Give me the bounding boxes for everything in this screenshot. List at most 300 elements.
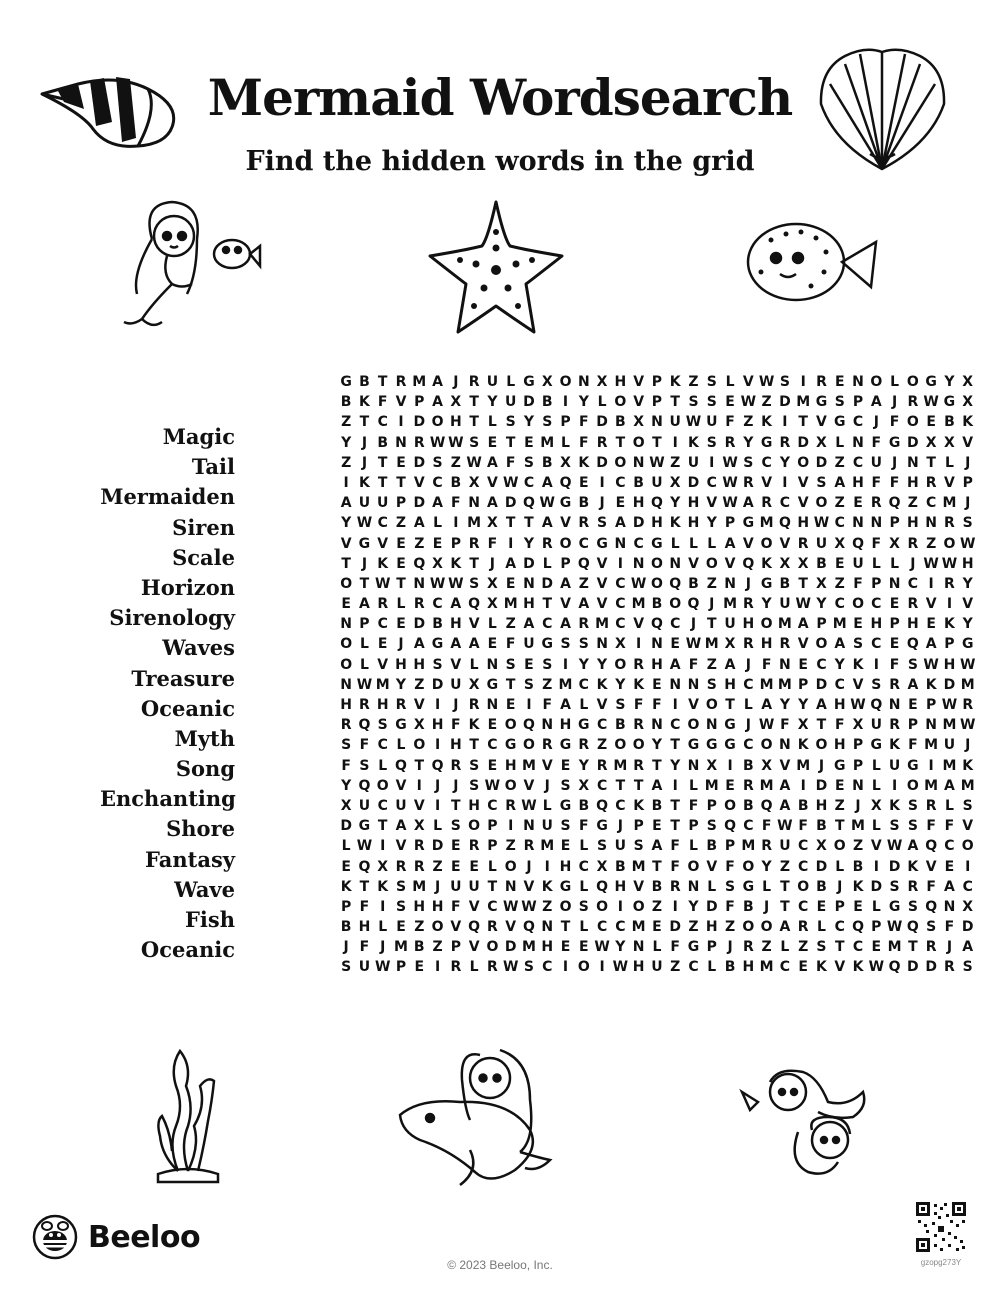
grid-letter: B xyxy=(651,878,663,895)
grid-letter: E xyxy=(560,757,571,774)
grid-letter: F xyxy=(652,697,662,713)
grid-letter: N xyxy=(504,878,517,895)
grid-letter: H xyxy=(705,919,718,936)
grid-letter: N xyxy=(523,818,535,835)
grid-letter: E xyxy=(432,535,443,552)
grid-letter: I xyxy=(891,777,898,794)
grid-letter: W xyxy=(722,454,738,471)
word-list-item: Oceanic xyxy=(140,695,235,721)
grid-letter: S xyxy=(779,374,790,390)
grid-letter: A xyxy=(944,777,955,794)
grid-letter: T xyxy=(359,878,370,895)
grid-letter: I xyxy=(873,656,879,673)
grid-letter: E xyxy=(908,697,918,713)
grid-letter: L xyxy=(487,858,497,875)
grid-letter: S xyxy=(523,454,534,471)
grid-letter: R xyxy=(450,757,462,774)
grid-letter: D xyxy=(888,858,901,875)
grid-letter: E xyxy=(834,555,845,572)
word-list-item: Myth xyxy=(174,725,235,751)
grid-letter: F xyxy=(359,939,370,956)
grid-letter: A xyxy=(651,838,663,855)
grid-letter: G xyxy=(724,737,736,754)
grid-letter: O xyxy=(596,898,609,915)
grid-letter: L xyxy=(341,838,351,855)
grid-letter: B xyxy=(578,495,590,512)
grid-letter: M xyxy=(759,777,774,794)
grid-letter: C xyxy=(834,919,845,936)
grid-letter: U xyxy=(687,454,700,471)
word-list-item: Song xyxy=(175,756,235,782)
grid-letter: S xyxy=(523,959,534,976)
grid-letter: J xyxy=(891,394,898,411)
grid-letter: R xyxy=(742,596,754,613)
grid-letter: I xyxy=(599,474,605,491)
grid-letter: D xyxy=(504,495,517,512)
grid-letter: G xyxy=(559,878,572,895)
grid-letter: U xyxy=(358,797,371,814)
word-list-item: Wave xyxy=(174,876,235,902)
grid-letter: E xyxy=(670,636,680,653)
grid-letter: J xyxy=(727,939,733,956)
grid-letter: S xyxy=(560,818,571,835)
grid-letter: A xyxy=(742,495,754,512)
grid-letter: A xyxy=(560,575,571,592)
grid-letter: A xyxy=(907,676,919,693)
grid-letter: H xyxy=(504,757,517,774)
grid-letter: X xyxy=(468,676,480,693)
grid-letter: J xyxy=(837,878,843,895)
grid-letter: R xyxy=(395,374,407,390)
grid-letter: K xyxy=(797,737,809,754)
grid-letter: A xyxy=(944,878,955,895)
grid-letter: W xyxy=(539,495,555,512)
grid-letter: J xyxy=(709,596,715,613)
grid-letter: K xyxy=(578,454,590,471)
grid-letter: M xyxy=(723,596,738,613)
grid-letter: Q xyxy=(687,596,700,613)
grid-letter: W xyxy=(959,535,976,552)
grid-letter: V xyxy=(962,818,974,835)
grid-letter: F xyxy=(926,818,936,835)
grid-letter: I xyxy=(800,777,806,794)
grid-letter: I xyxy=(434,797,441,814)
grid-letter: X xyxy=(816,434,827,451)
grid-letter: D xyxy=(907,434,919,451)
grid-letter: H xyxy=(632,959,645,976)
grid-letter: V xyxy=(450,656,462,673)
grid-letter: I xyxy=(380,898,386,915)
grid-letter: Z xyxy=(670,454,681,471)
grid-letter: I xyxy=(434,959,441,976)
grid-letter: F xyxy=(451,495,461,512)
grid-letter: O xyxy=(833,838,846,855)
grid-letter: P xyxy=(341,898,352,915)
grid-letter: W xyxy=(374,959,391,976)
grid-letter: P xyxy=(944,636,955,653)
grid-letter: C xyxy=(670,616,681,633)
grid-letter: G xyxy=(340,374,352,390)
grid-letter: G xyxy=(907,757,919,774)
grid-letter: J xyxy=(617,818,623,835)
grid-letter: K xyxy=(633,676,645,693)
grid-letter: Q xyxy=(431,757,444,774)
grid-letter: V xyxy=(688,555,699,572)
grid-letter: G xyxy=(541,636,553,653)
grid-letter: W xyxy=(502,898,519,915)
grid-letter: L xyxy=(707,535,717,552)
grid-letter: Y xyxy=(523,535,535,552)
grid-letter: J xyxy=(380,939,386,956)
grid-letter: R xyxy=(907,878,919,895)
grid-letter: H xyxy=(559,717,572,734)
grid-letter: H xyxy=(413,656,426,673)
grid-letter: N xyxy=(340,676,352,693)
grid-letter: C xyxy=(596,919,608,936)
grid-letter: O xyxy=(431,414,444,431)
grid-letter: V xyxy=(468,898,480,915)
grid-letter: X xyxy=(761,757,772,774)
grid-letter: P xyxy=(414,394,425,411)
grid-letter: P xyxy=(724,838,736,855)
grid-letter: H xyxy=(687,515,700,532)
grid-letter: T xyxy=(670,737,680,754)
grid-letter: X xyxy=(925,434,937,451)
grid-letter: R xyxy=(633,656,645,673)
grid-letter: L xyxy=(871,818,881,835)
grid-letter: R xyxy=(487,959,498,976)
grid-letter: E xyxy=(816,898,827,915)
grid-letter: I xyxy=(453,515,459,532)
grid-letter: T xyxy=(469,414,479,431)
grid-letter: H xyxy=(724,676,736,693)
grid-letter: V xyxy=(395,838,407,855)
grid-letter: R xyxy=(944,515,955,532)
grid-letter: T xyxy=(926,454,936,471)
grid-letter: Q xyxy=(559,474,572,491)
grid-letter: T xyxy=(615,777,626,794)
grid-letter: X xyxy=(816,838,827,855)
grid-letter: W xyxy=(886,838,903,855)
grid-letter: W xyxy=(630,575,647,592)
grid-letter: C xyxy=(743,676,754,693)
grid-letter: P xyxy=(450,535,461,552)
grid-letter: L xyxy=(359,636,369,653)
grid-letter: P xyxy=(834,898,845,915)
qr-code-icon[interactable] xyxy=(916,1202,966,1252)
grid-letter: Z xyxy=(834,575,845,592)
grid-letter: G xyxy=(742,515,755,532)
grid-letter: C xyxy=(852,939,864,956)
grid-letter: F xyxy=(834,717,845,734)
grid-letter: O xyxy=(687,717,700,734)
grid-letter: C xyxy=(596,777,608,794)
grid-letter: H xyxy=(431,898,444,915)
grid-letter: O xyxy=(650,575,663,592)
grid-letter: U xyxy=(852,555,864,572)
grid-row xyxy=(337,715,977,735)
grid-letter: C xyxy=(615,596,626,613)
grid-letter: E xyxy=(889,636,900,653)
grid-letter: M xyxy=(521,939,536,956)
grid-letter: I xyxy=(672,898,678,915)
grid-letter: S xyxy=(578,636,589,653)
grid-letter: W xyxy=(959,656,976,673)
grid-letter: T xyxy=(505,434,516,451)
grid-letter: F xyxy=(670,939,680,956)
grid-letter: N xyxy=(340,616,352,633)
grid-letter: G xyxy=(870,737,883,754)
grid-letter: I xyxy=(782,414,788,431)
grid-letter: S xyxy=(725,878,736,895)
grid-letter: V xyxy=(779,757,791,774)
grid-letter: F xyxy=(359,737,370,754)
grid-row xyxy=(337,675,977,695)
grid-letter: Y xyxy=(816,596,827,613)
grid-letter: F xyxy=(579,434,589,451)
grid-letter: B xyxy=(688,575,699,592)
grid-letter: V xyxy=(523,777,535,794)
grid-letter: L xyxy=(707,878,717,895)
grid-letter: X xyxy=(432,555,443,572)
grid-letter: O xyxy=(340,575,353,592)
grid-letter: R xyxy=(944,575,955,592)
grid-letter: W xyxy=(886,919,903,936)
grid-letter: H xyxy=(468,797,480,814)
grid-letter: S xyxy=(962,959,973,976)
grid-letter: M xyxy=(704,636,719,653)
grid-letter: J xyxy=(764,898,770,915)
grid-letter: N xyxy=(614,535,627,552)
brand-logo[interactable] xyxy=(32,1214,200,1260)
grid-letter: R xyxy=(578,737,590,754)
grid-letter: R xyxy=(944,959,955,976)
grid-letter: Z xyxy=(834,495,845,512)
grid-letter: M xyxy=(887,939,902,956)
grid-letter: I xyxy=(544,858,550,875)
grid-letter: Y xyxy=(706,515,717,532)
grid-letter: X xyxy=(596,858,608,875)
grid-letter: D xyxy=(523,555,535,572)
grid-letter: O xyxy=(760,919,773,936)
grid-letter: U xyxy=(888,757,901,774)
grid-letter: V xyxy=(395,777,407,794)
grid-letter: P xyxy=(852,737,864,754)
grid-letter: Y xyxy=(834,656,845,673)
grid-letter: P xyxy=(487,838,498,855)
grid-letter: H xyxy=(907,515,919,532)
grid-letter: K xyxy=(943,616,955,633)
grid-letter: G xyxy=(833,757,846,774)
grid-letter: E xyxy=(652,818,662,835)
grid-letter: C xyxy=(615,919,626,936)
grid-letter: J xyxy=(965,737,971,754)
grid-letter: C xyxy=(615,575,626,592)
grid-letter: L xyxy=(652,939,662,956)
grid-letter: Q xyxy=(669,575,682,592)
grid-letter: V xyxy=(413,797,425,814)
grid-letter: Z xyxy=(505,838,516,855)
grid-letter: M xyxy=(851,818,865,835)
grid-row xyxy=(337,776,977,796)
grid-letter: A xyxy=(816,697,827,713)
grid-letter: W xyxy=(868,959,885,976)
grid-letter: C xyxy=(615,616,626,633)
grid-letter: X xyxy=(944,434,955,451)
grid-row xyxy=(337,937,977,957)
grid-letter: O xyxy=(797,878,810,895)
grid-letter: L xyxy=(579,838,589,855)
grid-letter: G xyxy=(559,495,572,512)
grid-letter: Z xyxy=(926,535,937,552)
grid-letter: W xyxy=(923,656,939,673)
grid-letter: C xyxy=(523,474,535,491)
grid-letter: S xyxy=(395,898,407,915)
grid-letter: X xyxy=(870,797,882,814)
grid-letter: Z xyxy=(597,737,608,754)
grid-letter: G xyxy=(687,737,700,754)
grid-letter: B xyxy=(633,474,644,491)
grid-letter: C xyxy=(670,717,681,734)
grid-letter: F xyxy=(579,818,589,835)
grid-letter: C xyxy=(615,474,626,491)
grid-letter: Z xyxy=(688,374,699,390)
grid-letter: I xyxy=(672,697,678,713)
grid-letter: O xyxy=(815,636,828,653)
grid-letter: U xyxy=(358,959,371,976)
grid-letter: D xyxy=(413,495,426,512)
grid-letter: F xyxy=(926,878,936,895)
grid-letter: B xyxy=(742,797,754,814)
grid-letter: U xyxy=(523,636,535,653)
grid-letter: U xyxy=(651,959,663,976)
grid-letter: I xyxy=(636,636,642,653)
grid-letter: O xyxy=(504,717,517,734)
grid-letter: E xyxy=(414,959,425,976)
grid-letter: Z xyxy=(432,939,443,956)
grid-letter: M xyxy=(631,858,646,875)
grid-letter: X xyxy=(816,575,827,592)
grid-letter: B xyxy=(724,959,736,976)
grid-letter: O xyxy=(943,535,956,552)
grid-letter: V xyxy=(870,838,882,855)
grid-letter: C xyxy=(578,858,589,875)
grid-letter: V xyxy=(596,596,608,613)
grid-letter: R xyxy=(889,717,900,734)
grid-letter: R xyxy=(413,838,425,855)
grid-letter: C xyxy=(798,838,809,855)
grid-letter: I xyxy=(800,374,806,390)
brand-name: Beeloo xyxy=(88,1219,201,1255)
grid-letter: L xyxy=(433,515,442,532)
grid-letter: J xyxy=(361,555,368,572)
grid-letter: O xyxy=(705,555,718,572)
grid-letter: Y xyxy=(962,575,973,592)
grid-letter: C xyxy=(578,676,589,693)
grid-letter: S xyxy=(432,454,443,471)
grid-letter: M xyxy=(924,737,939,754)
grid-letter: E xyxy=(853,616,863,633)
grid-letter: R xyxy=(797,535,809,552)
grid-letter: J xyxy=(946,939,953,956)
grid-letter: H xyxy=(395,656,407,673)
grid-letter: T xyxy=(652,757,662,774)
grid-letter: T xyxy=(780,898,790,915)
grid-letter: J xyxy=(343,939,349,956)
grid-letter: A xyxy=(797,616,809,633)
grid-letter: M xyxy=(741,838,756,855)
grid-letter: V xyxy=(596,555,608,572)
grid-letter: U xyxy=(377,495,389,512)
grid-letter: A xyxy=(925,636,937,653)
grid-letter: L xyxy=(871,777,881,794)
grid-letter: V xyxy=(560,515,571,532)
grid-letter: K xyxy=(669,515,681,532)
grid-letter: N xyxy=(870,515,883,532)
word-list-item: Siren xyxy=(172,514,235,540)
grid-letter: Z xyxy=(743,414,754,431)
grid-letter: W xyxy=(429,575,446,592)
grid-letter: T xyxy=(670,394,680,411)
grid-letter: Y xyxy=(670,757,681,774)
grid-letter: A xyxy=(541,474,553,491)
grid-letter: W xyxy=(594,939,610,956)
grid-letter: L xyxy=(707,959,717,976)
grid-letter: M xyxy=(704,777,719,794)
grid-letter: C xyxy=(615,797,626,814)
grid-letter: L xyxy=(890,374,900,390)
grid-letter: A xyxy=(834,636,846,653)
grid-letter: Z xyxy=(706,575,717,592)
grid-letter: O xyxy=(906,414,919,431)
grid-row xyxy=(337,513,977,533)
grid-letter: R xyxy=(797,919,809,936)
grid-letter: E xyxy=(615,495,626,512)
grid-row xyxy=(337,695,977,715)
grid-letter: L xyxy=(725,374,735,390)
grid-letter: R xyxy=(761,495,772,512)
grid-letter: V xyxy=(797,636,809,653)
grid-letter: P xyxy=(688,818,699,835)
grid-letter: R xyxy=(395,697,407,713)
grid-letter: F xyxy=(688,797,699,814)
grid-letter: R xyxy=(395,858,407,875)
grid-letter: S xyxy=(816,474,827,491)
grid-letter: F xyxy=(761,656,772,673)
grid-letter: F xyxy=(579,414,589,431)
grid-letter: Z xyxy=(341,414,352,431)
grid-letter: S xyxy=(560,636,571,653)
grid-letter: B xyxy=(359,374,370,390)
grid-letter: K xyxy=(889,737,900,754)
grid-letter: S xyxy=(542,414,553,431)
grid-letter: N xyxy=(651,636,663,653)
grid-letter: V xyxy=(724,555,736,572)
grid-letter: Y xyxy=(615,676,626,693)
grid-letter: B xyxy=(578,797,590,814)
grid-letter: A xyxy=(468,636,480,653)
grid-letter: X xyxy=(724,636,736,653)
grid-letter: K xyxy=(358,394,370,411)
grid-letter: A xyxy=(541,515,553,532)
grid-letter: U xyxy=(651,474,663,491)
word-list-item: Treasure xyxy=(131,665,235,691)
grid-letter: U xyxy=(614,838,627,855)
grid-letter: Z xyxy=(542,898,553,915)
grid-letter: M xyxy=(759,959,774,976)
grid-letter: O xyxy=(632,737,645,754)
grid-letter: M xyxy=(467,515,482,532)
